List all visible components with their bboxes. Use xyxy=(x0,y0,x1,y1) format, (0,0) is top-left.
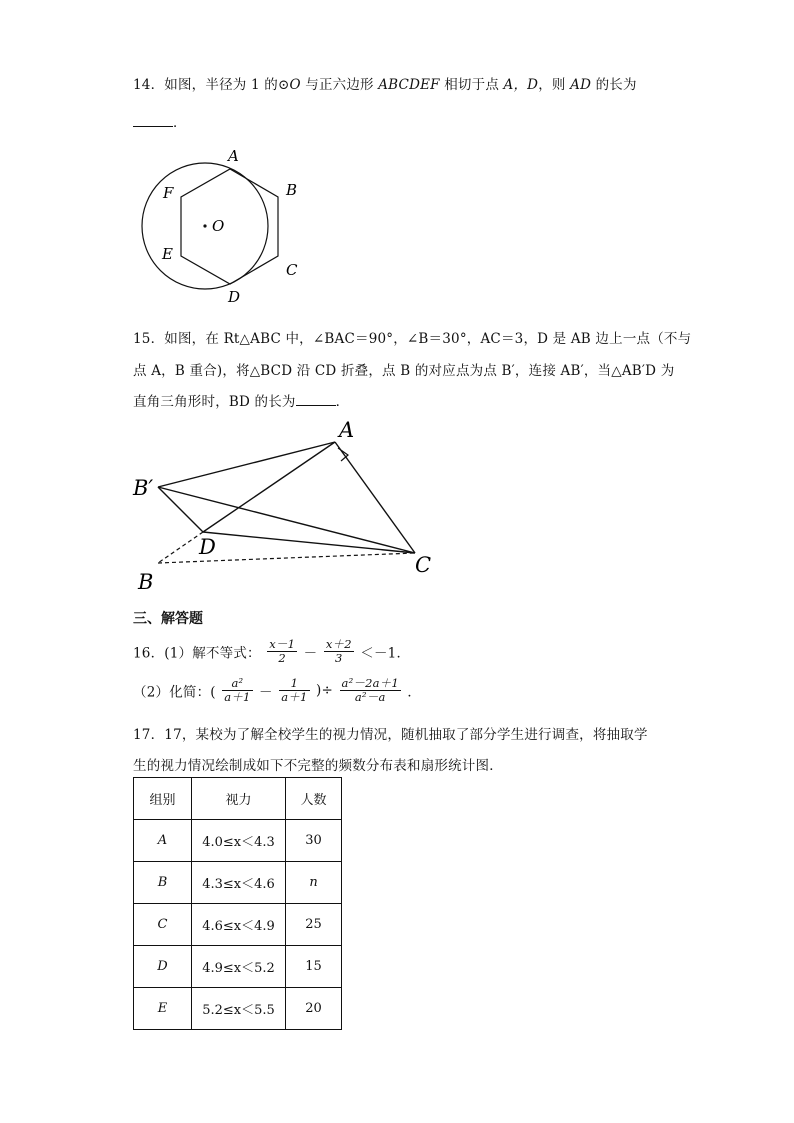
label-B: B xyxy=(286,181,298,199)
arc-ad: AD xyxy=(570,77,592,93)
segment-Bp-C xyxy=(158,487,415,553)
fraction: $\frac{\text{a²－2a＋1}}{\text{a²－a}}$ xyxy=(341,676,399,704)
table-header-cell: 人数 xyxy=(286,778,342,820)
vision-frequency-table xyxy=(133,777,342,1030)
label-C: C xyxy=(286,261,298,279)
table-header-row xyxy=(134,778,342,820)
table-row xyxy=(134,946,342,988)
fraction: $\frac{\text{a²}}{a+1}$ xyxy=(224,676,251,704)
fraction: $\frac{1}{a+1}$ xyxy=(281,676,308,704)
table-cell: 30 xyxy=(286,820,342,862)
segment-D-B-dashed xyxy=(158,532,203,563)
q14-line2: ． xyxy=(133,111,187,131)
q15-line2: 点 A，B 重合)，将△BCD 沿 CD 折叠，点 B 的对应点为点 B′，连接 AB′，当△AB′D 为 xyxy=(133,363,675,379)
q15-line1: 15．如图，在 Rt△ABC 中，∠BAC＝90°，∠B＝30°，AC＝3，D 是 AB 边上一点（不与 xyxy=(133,331,692,347)
label-E: E xyxy=(162,245,173,263)
table-cell: C xyxy=(134,904,192,946)
segment-A-Bp xyxy=(158,442,335,487)
q15-line3: 直角三角形时，BD 的长为 ． xyxy=(133,394,350,410)
q14-line1: 14．如图，半径为 1 的⊙O 与正六边形 ABCDEF 相切于点 A，D，则 AD 的长为 xyxy=(133,77,637,93)
label-C: C xyxy=(415,553,432,577)
label-A: A xyxy=(228,147,239,165)
label-B: B xyxy=(138,570,154,594)
table-cell: 5.2≤x＜5.5 xyxy=(192,988,286,1030)
table-header-cell: 组别 xyxy=(134,778,192,820)
table-header-cell: 视力 xyxy=(192,778,286,820)
label-Bp: B′ xyxy=(133,476,154,500)
table-cell: A xyxy=(134,820,192,862)
table-row xyxy=(134,988,342,1030)
section-heading: 三、解答题 xyxy=(133,611,203,627)
label-D: D xyxy=(199,535,216,559)
q16-part2: （2）化简：( $\frac{\text{a²}}{a+1}$ － $\frac{1}{a+1}$ )÷ $\frac{\text{a²－2a＋1}}{\text{a²－a}}$ ． xyxy=(133,676,422,704)
label-O: O xyxy=(212,217,225,235)
label-D: D xyxy=(228,288,241,306)
table-cell: 15 xyxy=(286,946,342,988)
label-F: F xyxy=(163,184,174,202)
table-cell: 20 xyxy=(286,988,342,1030)
q16-part1: 16．(1）解不等式： $\frac{x-1}{2}$ － $\frac{x+2}{3}$ ＜－1． xyxy=(133,637,411,665)
q17-line2: 生的视力情况绘制成如下不完整的频数分布表和扇形统计图． xyxy=(133,758,503,774)
table-cell: D xyxy=(134,946,192,988)
segment-B-C-dashed xyxy=(158,553,415,563)
table-row xyxy=(134,904,342,946)
fraction: $\frac{x+2}{3}$ xyxy=(325,637,352,665)
table-cell: 4.9≤x＜5.2 xyxy=(192,946,286,988)
segment-A-C xyxy=(335,442,415,553)
label-A: A xyxy=(339,418,355,442)
table-cell: 4.6≤x＜4.9 xyxy=(192,904,286,946)
table-cell: n xyxy=(286,862,342,904)
table-cell: E xyxy=(134,988,192,1030)
table-cell: B xyxy=(134,862,192,904)
segment-Bp-D xyxy=(158,487,203,532)
table-row xyxy=(134,862,342,904)
fraction: $\frac{x-1}{2}$ xyxy=(269,637,296,665)
table-cell: 4.0≤x＜4.3 xyxy=(192,820,286,862)
table-row xyxy=(134,820,342,862)
table-cell: 4.3≤x＜4.6 xyxy=(192,862,286,904)
table-cell: 25 xyxy=(286,904,342,946)
segment-D-C xyxy=(203,532,415,553)
segment-A-D xyxy=(203,442,335,532)
q17-line1: 17．17，某校为了解全校学生的视力情况，随机抽取了部分学生进行调查，将抽取学 xyxy=(133,727,648,743)
